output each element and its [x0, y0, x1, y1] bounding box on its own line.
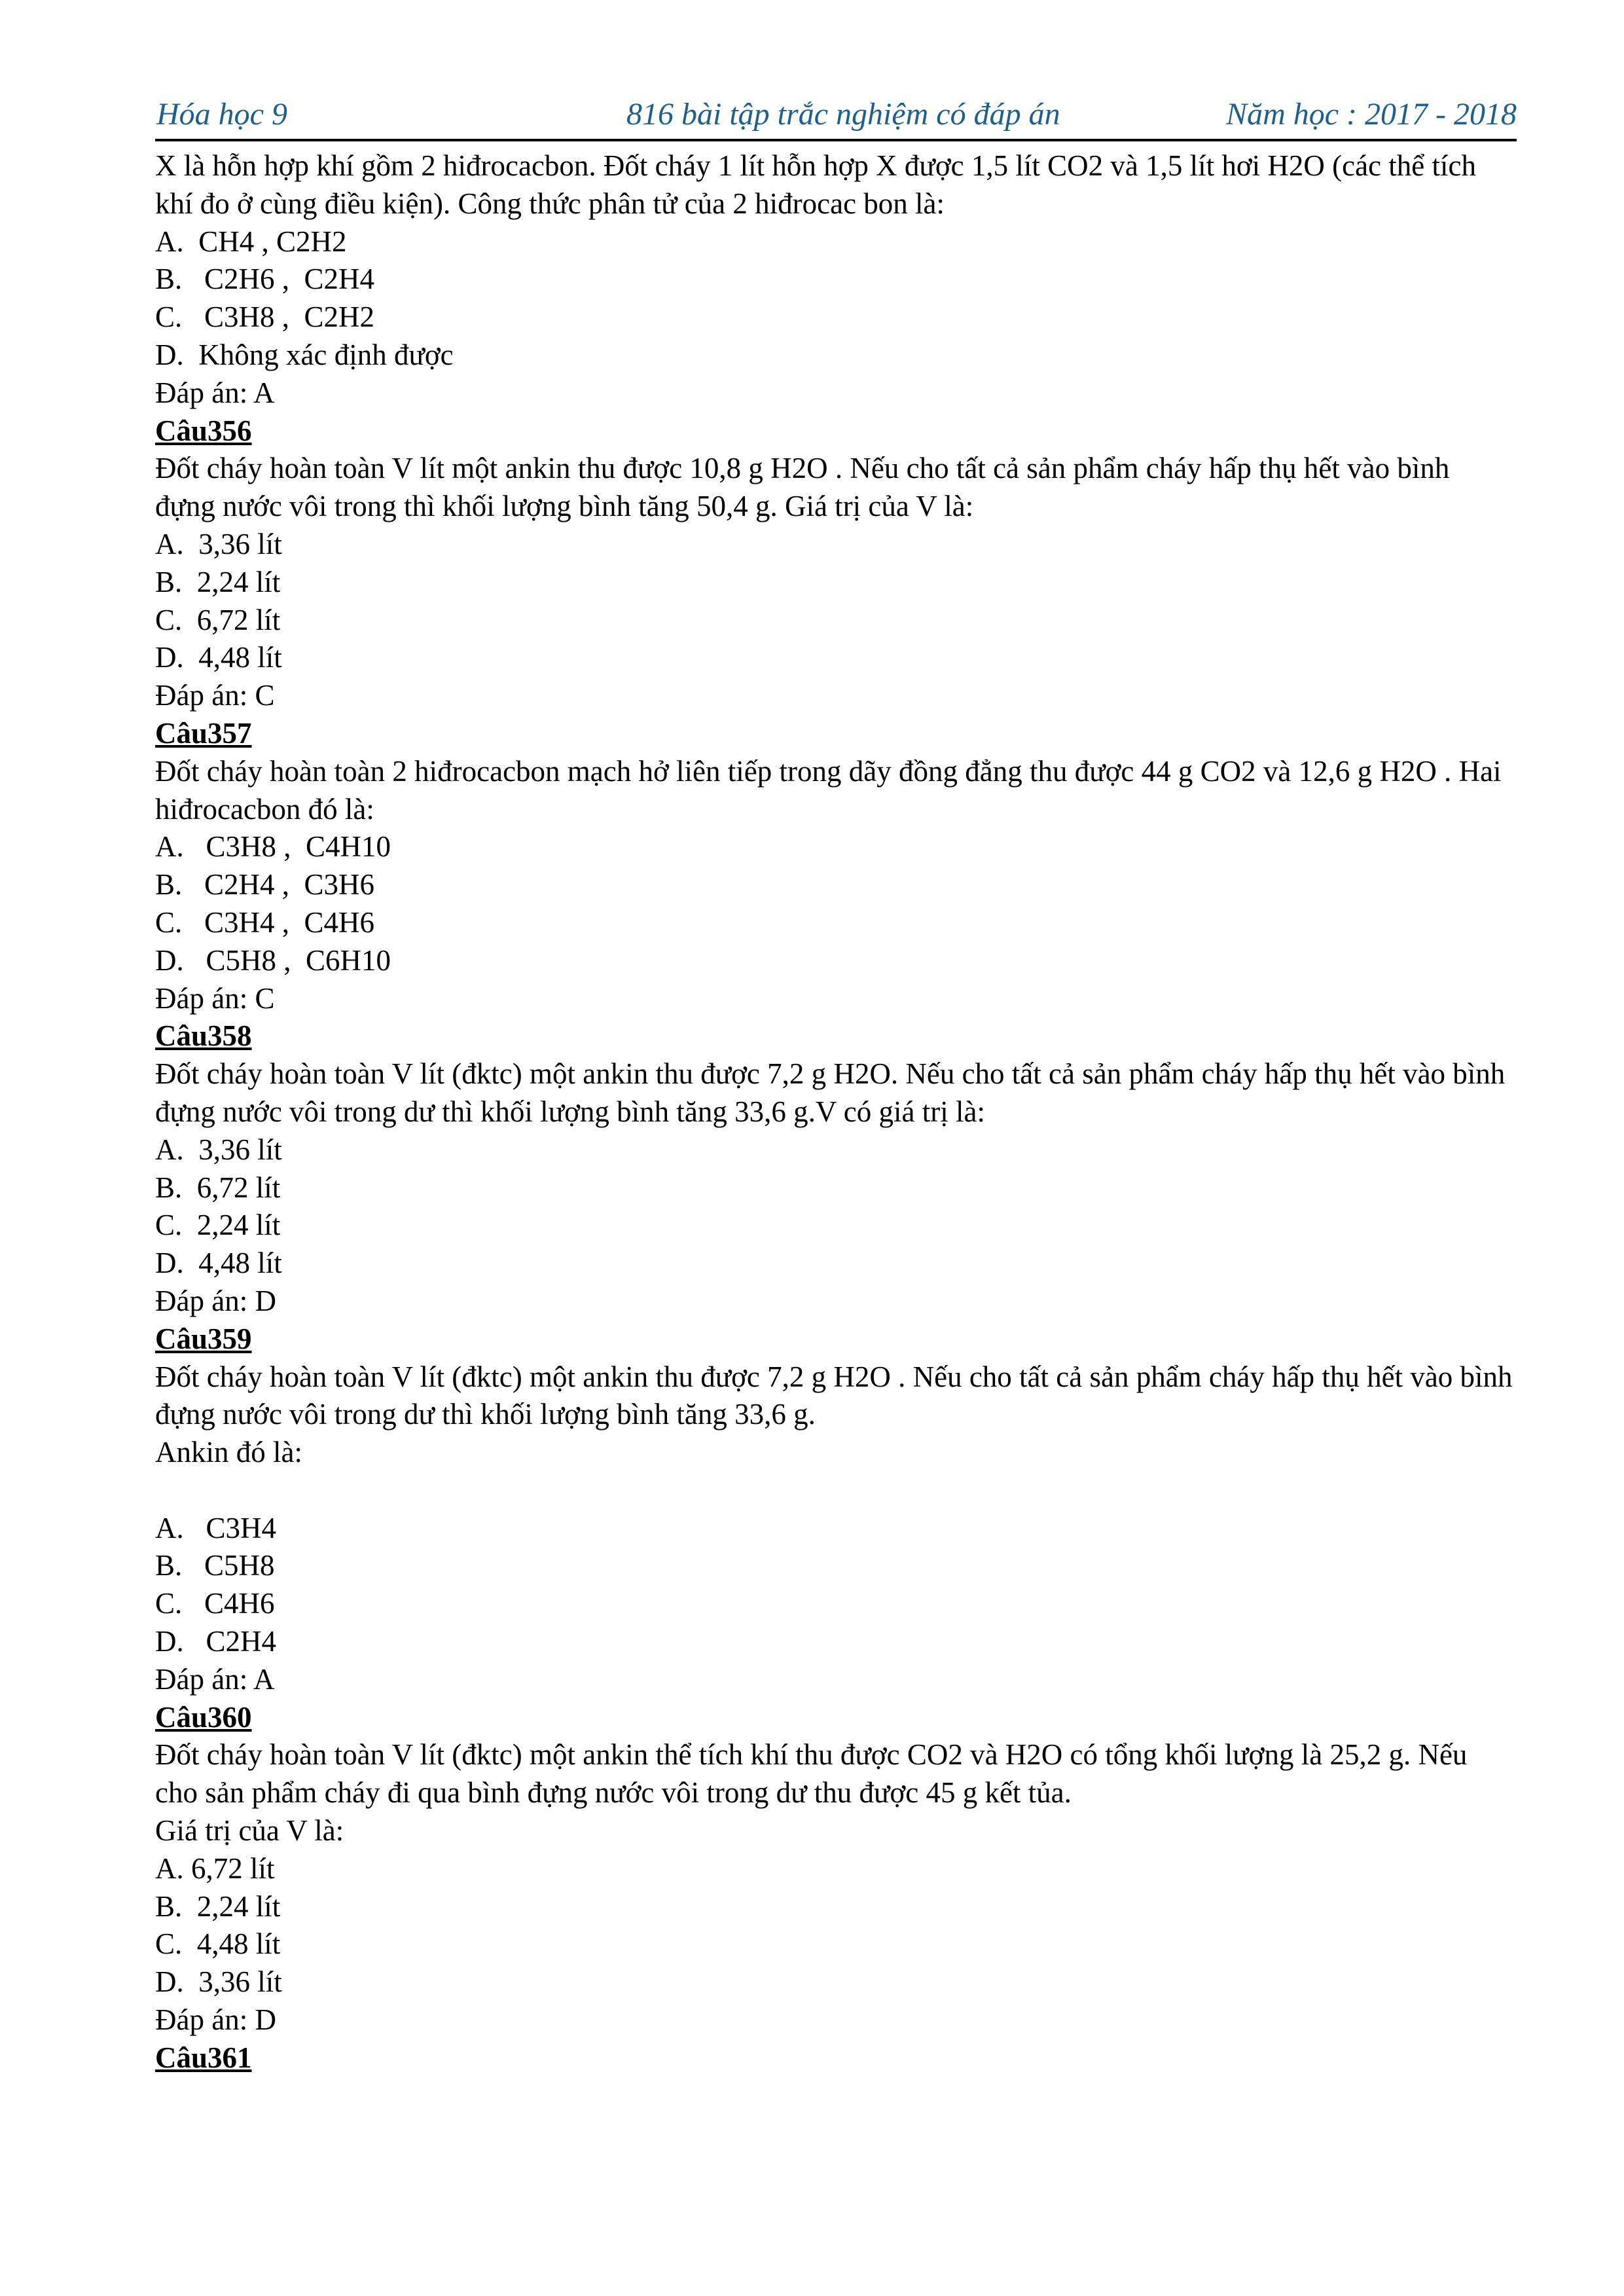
- answer-line: Đáp án: D: [155, 1284, 276, 1317]
- answer-line: Đáp án: D: [155, 2003, 276, 2037]
- header-subject: Hóa học 9: [156, 97, 287, 132]
- option-b: B. C5H8: [155, 1549, 275, 1582]
- option-a: A. 3,36 lít: [155, 1133, 282, 1166]
- option-b: B. C2H6 , C2H4: [155, 263, 375, 296]
- question-title: Câu361: [155, 2041, 252, 2074]
- question-356: [155, 412, 1517, 715]
- answer-line: Đáp án: C: [155, 981, 275, 1015]
- option-a: A. C3H8 , C4H10: [155, 830, 391, 864]
- question-360: [155, 1699, 1517, 2039]
- option-d: D. 4,48 lít: [155, 1247, 282, 1280]
- question-text: Đốt cháy hoàn toàn V lít (đktc) một ankin thu được 7,2 g H2O . Nếu cho tất cả sản phẩm cháy hấp thụ hết vào bình đựng nước vôi trong dư thì khối lượng bình tăng 33,6 g.: [155, 1360, 1513, 1431]
- option-a: A. CH4 , C2H2: [155, 225, 347, 258]
- question-359: [155, 1321, 1517, 1699]
- question-text: Đốt cháy hoàn toàn V lít một ankin thu được 10,8 g H2O . Nếu cho tất cả sản phẩm cháy hấp thụ hết vào bình đựng nước vôi trong thì khối lượng bình tăng 50,4 g. Giá trị của V là:: [155, 452, 1450, 523]
- option-a: A. 6,72 lít: [155, 1851, 275, 1885]
- option-c: C. C3H8 , C2H2: [155, 301, 375, 334]
- question-title: Câu356: [155, 414, 252, 447]
- option-d: D. Không xác định được: [155, 338, 454, 371]
- option-d: D. 4,48 lít: [155, 641, 282, 674]
- answer-line: Đáp án: A: [155, 376, 275, 409]
- question-title: Câu359: [155, 1322, 252, 1355]
- option-a: A. C3H4: [155, 1511, 277, 1544]
- option-b: B. 2,24 lít: [155, 1889, 281, 1923]
- page-header: [155, 92, 1517, 141]
- option-c: C. C4H6: [155, 1587, 275, 1620]
- option-d: D. C5H8 , C6H10: [155, 943, 391, 977]
- question-title: Câu358: [155, 1019, 252, 1053]
- question-358: [155, 1017, 1517, 1320]
- header-school-year: Năm học : 2017 - 2018: [1226, 97, 1517, 132]
- option-b: B. 6,72 lít: [155, 1171, 281, 1204]
- option-c: C. C3H4 , C4H6: [155, 905, 375, 939]
- blank-line: [155, 1472, 1517, 1510]
- page-content: [155, 147, 1517, 2077]
- option-c: C. 6,72 lít: [155, 603, 281, 636]
- question-361: [155, 2039, 1517, 2077]
- option-d: D. 3,36 lít: [155, 1965, 282, 1999]
- option-c: C. 2,24 lít: [155, 1209, 281, 1242]
- question-text: Đốt cháy hoàn toàn V lít (đktc) một ankin thu được 7,2 g H2O. Nếu cho tất cả sản phẩm cháy hấp thụ hết vào bình đựng nước vôi trong dư thì khối lượng bình tăng 33,6 g.V có giá trị là:: [155, 1057, 1506, 1128]
- option-b: B. C2H4 , C3H6: [155, 868, 375, 902]
- option-c: C. 4,48 lít: [155, 1927, 281, 1961]
- option-a: A. 3,36 lít: [155, 527, 282, 560]
- question-357: [155, 715, 1517, 1017]
- question-title: Câu357: [155, 716, 252, 750]
- question-prompt: Ankin đó là:: [155, 1436, 302, 1469]
- question-title: Câu360: [155, 1700, 252, 1734]
- answer-line: Đáp án: A: [155, 1662, 275, 1696]
- header-book-title: 816 bài tập trắc nghiệm có đáp án: [626, 97, 1060, 132]
- question-text: Đốt cháy hoàn toàn V lít (đktc) một ankin thể tích khí thu được CO2 và H2O có tổng khối lượng là 25,2 g. Nếu cho sản phẩm cháy đi qua bình đựng nước vôi trong dư thu được 45 g kết tủa.: [155, 1738, 1468, 1810]
- answer-line: Đáp án: C: [155, 679, 275, 712]
- question-text: X là hỗn hợp khí gồm 2 hiđrocacbon. Đốt cháy 1 lít hỗn hợp X được 1,5 lít CO2 và 1,5 lít hơi H2O (các thể tích khí đo ở cùng điều kiện). Công thức phân tử của 2 hiđrocac bon là:: [155, 149, 1476, 220]
- question-text: Đốt cháy hoàn toàn 2 hiđrocacbon mạch hở liên tiếp trong dãy đồng đẳng thu được 44 g CO2 và 12,6 g H2O . Hai hiđrocacbon đó là:: [155, 754, 1502, 826]
- question-intro: [155, 147, 1517, 412]
- question-prompt: Giá trị của V là:: [155, 1814, 344, 1848]
- option-b: B. 2,24 lít: [155, 565, 281, 598]
- option-d: D. C2H4: [155, 1625, 277, 1658]
